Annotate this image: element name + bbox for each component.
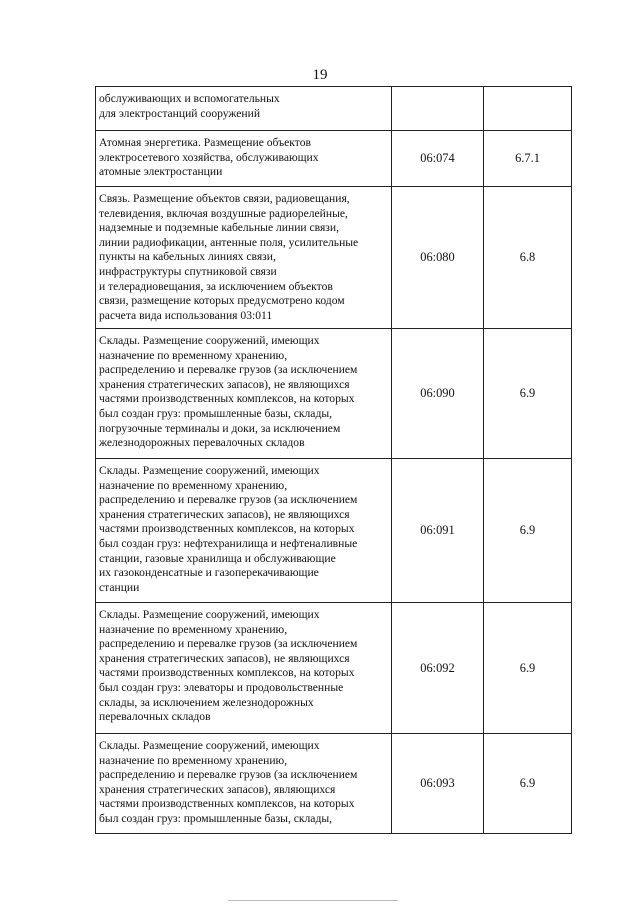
row-code xyxy=(392,87,484,131)
row-description: Связь. Размещение объектов связи, радиовещания, телевидения, включая воздушные радиорелейные, надземные и подземные кабельные линии связи, линии радиофикации, антенные поля, усилительные пункты на кабельных линиях связи, инфраструктуры спутниковой связи и телерадиовещания, за исключением объектов связи, размещение которых предусмотрено кодом расчета вида использования 03:011 xyxy=(96,187,392,329)
page-number: 19 xyxy=(312,67,328,83)
table-row xyxy=(96,603,572,734)
row-description: Склады. Размещение сооружений, имеющих назначение по временному хранению, распределению и перевалке грузов (за исключением хранения стратегических запасов), не являющихся частями производственных комплексов, на которых был создан груз: нефтехранилища и нефтеналивные станции, газовые хранилища и обслуживающие их газоконденсатные и газоперекачивающие станции xyxy=(96,459,392,603)
row-code: 06:091 xyxy=(392,459,484,603)
scan-edge-line xyxy=(228,900,398,901)
row-number: 6.9 xyxy=(484,329,572,459)
row-description: Склады. Размещение сооружений, имеющих назначение по временному хранению, распределению и перевалке грузов (за исключением хранения стратегических запасов), являющихся частями производственных комплексов, на которых был создан груз: промышленные базы, склады, xyxy=(96,734,392,834)
row-number: 6.8 xyxy=(484,187,572,329)
table-row xyxy=(96,329,572,459)
table-row xyxy=(96,87,572,131)
row-number xyxy=(484,87,572,131)
land-use-table xyxy=(95,86,572,834)
row-code: 06:080 xyxy=(392,187,484,329)
table-row xyxy=(96,187,572,329)
row-code: 06:093 xyxy=(392,734,484,834)
row-number: 6.9 xyxy=(484,603,572,734)
row-number: 6.7.1 xyxy=(484,131,572,187)
table-row xyxy=(96,734,572,834)
row-description: обслуживающих и вспомогательных для электростанций сооружений xyxy=(96,87,392,131)
table-row xyxy=(96,131,572,187)
row-code: 06:092 xyxy=(392,603,484,734)
row-number: 6.9 xyxy=(484,734,572,834)
row-code: 06:090 xyxy=(392,329,484,459)
table-row xyxy=(96,459,572,603)
row-description: Склады. Размещение сооружений, имеющих назначение по временному хранению, распределению и перевалке грузов (за исключением хранения стратегических запасов), не являющихся частями производственных комплексов, на которых был создан груз: элеваторы и продовольственные склады, за исключением железнодорожных перевалочных складов xyxy=(96,603,392,734)
row-description: Склады. Размещение сооружений, имеющих назначение по временному хранению, распределению и перевалке грузов (за исключением хранения стратегических запасов), не являющихся частями производственных комплексов, на которых был создан груз: промышленные базы, склады, погрузочные терминалы и доки, за исключением железнодорожных перевалочных складов xyxy=(96,329,392,459)
row-description: Атомная энергетика. Размещение объектов электросетевого хозяйства, обслуживающих атомные электростанции xyxy=(96,131,392,187)
row-code: 06:074 xyxy=(392,131,484,187)
row-number: 6.9 xyxy=(484,459,572,603)
